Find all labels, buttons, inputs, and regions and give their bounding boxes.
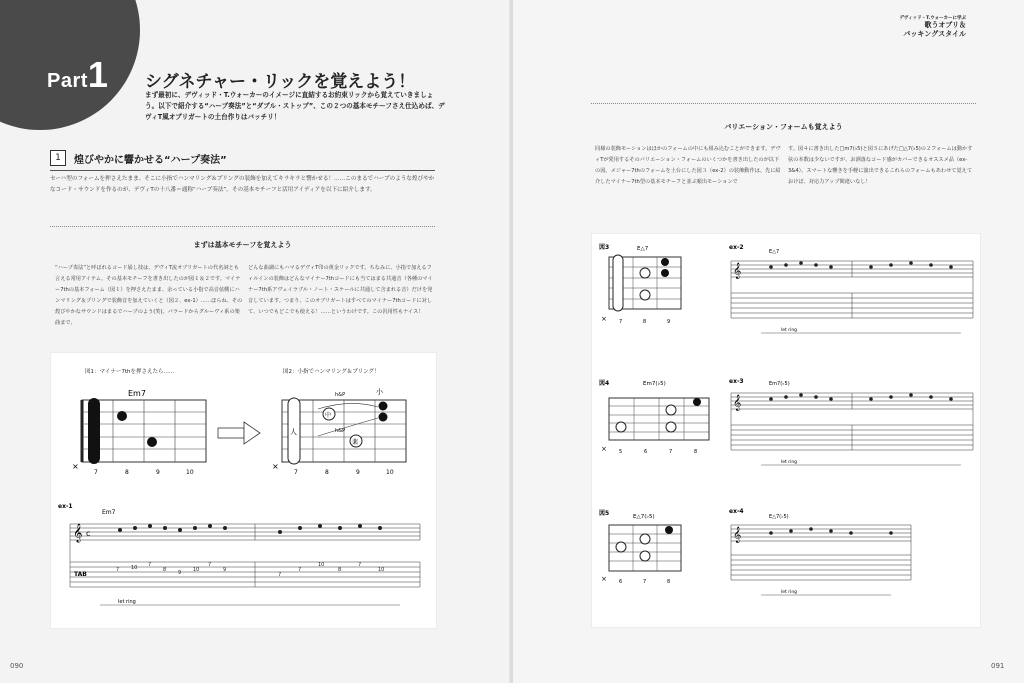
- fret-number: 7: [643, 579, 647, 585]
- svg-text:7: 7: [208, 562, 212, 568]
- hp-label: h&P: [335, 392, 346, 398]
- right-figures-svg: [591, 233, 979, 626]
- svg-text:×: ×: [601, 315, 607, 323]
- section-title: 煌びやかに響かせる“ハープ奏法”: [74, 154, 227, 166]
- svg-text:8: 8: [338, 567, 342, 573]
- barre-mark: [88, 398, 100, 464]
- section-number: 1: [50, 150, 66, 166]
- ex1-label: ex-1: [58, 503, 73, 510]
- ex1-chord: Em7: [102, 509, 116, 516]
- fig4-chord-diagram: [599, 379, 709, 455]
- fret-number: 7: [619, 319, 623, 325]
- ex2-chord: E△7: [769, 249, 780, 255]
- svg-text:9: 9: [178, 570, 182, 576]
- svg-text:9: 9: [223, 567, 227, 573]
- fret-number: 7: [669, 449, 673, 455]
- svg-text:c: c: [86, 529, 91, 538]
- fret-number: 7: [294, 469, 298, 476]
- svg-text:TAB: TAB: [74, 571, 87, 578]
- body-column-1-right: 同様の装飾モーションはほかのフォームの中にも組み込むことができます。デヴィTが愛用するそのバリエーション・フォームのいくつかを書き出したのが以下の図。メジャー7thのフォームを土台にした図３（ex-2）の装飾動作は、先に紹介したマイナー7th型の基本モチーフと並ぶ頻出モーションで: [595, 146, 781, 185]
- fig1-caption: 図1：マイナー7thを押さえたら……: [85, 369, 175, 375]
- fig5-label: 図5: [599, 510, 610, 517]
- finger-dot: [147, 437, 157, 447]
- brand-line-1: 歌うオブリ＆: [924, 21, 966, 29]
- fret-number: 6: [644, 449, 648, 455]
- fig2-caption: 図2：小指でハンマリング＆プリング！: [283, 369, 380, 375]
- let-ring-label: let ring: [118, 599, 136, 605]
- fret-number: 9: [667, 319, 671, 325]
- svg-text:𝄞: 𝄞: [733, 395, 742, 411]
- fret-number: 9: [356, 469, 360, 476]
- svg-text:10: 10: [131, 565, 138, 571]
- brand-line-2: バッキングスタイル: [903, 30, 966, 38]
- ex4-notation: [729, 508, 911, 595]
- part-label: [47, 54, 108, 95]
- hp-label: h&P: [335, 428, 346, 434]
- dotted-divider: [50, 226, 435, 227]
- fig3-label: 図3: [599, 244, 610, 251]
- right-arrow-icon: [218, 422, 260, 444]
- right-page: [513, 0, 1024, 683]
- let-ring-label: let ring: [781, 460, 798, 465]
- series-brand: [899, 15, 966, 39]
- ex4-chord: E△7(♭5): [769, 514, 789, 520]
- fig1-chord-diagram: [72, 389, 206, 476]
- svg-text:7: 7: [298, 567, 302, 573]
- finger-dot: [117, 411, 127, 421]
- ex2-label: ex-2: [729, 244, 744, 251]
- finger-label-middle: 中: [325, 412, 332, 419]
- part-word: Part: [47, 70, 88, 92]
- fig5-chord-diagram: [599, 509, 681, 585]
- fret-number: 8: [694, 449, 698, 455]
- svg-text:8: 8: [163, 567, 167, 573]
- left-page: [0, 0, 511, 683]
- ex4-label: ex-4: [729, 508, 744, 515]
- fret-number: 8: [125, 469, 129, 476]
- fret-number: 10: [386, 469, 394, 476]
- let-ring-label: let ring: [781, 590, 798, 595]
- fig4-label: 図4: [599, 380, 610, 387]
- ex3-chord: Em7(♭5): [769, 381, 790, 387]
- subheading: まずは基本モチーフを覚えよう: [193, 241, 292, 249]
- fret-number: 6: [619, 579, 623, 585]
- svg-text:7: 7: [358, 562, 362, 568]
- page-number-right: 091: [991, 662, 1005, 670]
- svg-text:𝄞: 𝄞: [733, 263, 742, 279]
- svg-text:×: ×: [601, 445, 607, 453]
- fig4-chord-name: Em7(♭5): [643, 381, 666, 387]
- svg-text:𝄞: 𝄞: [73, 523, 83, 542]
- ex1-notation: [58, 503, 420, 605]
- lead-paragraph: まず最初に、デヴィッド・T.ウォーカーのイメージに直結するお約束リックから覚えていきましょう。以下で紹介する“ハープ奏法”と“ダブル・ストップ”、この２つの基本モチーフさえ仕込めば、デヴィT風オブリガートの土台作りはバッチリ！: [145, 91, 445, 121]
- ex3-notation: [729, 378, 973, 465]
- page-number-left: 090: [10, 662, 24, 670]
- dotted-divider: [591, 103, 976, 104]
- fret-number: 8: [325, 469, 329, 476]
- svg-text:7: 7: [116, 567, 120, 573]
- section-rule: [50, 170, 435, 171]
- finger-label-index: 人: [290, 428, 297, 436]
- subheading-right: バリエーション・フォームも覚えよう: [724, 123, 843, 131]
- brand-small: デヴィッド・T.ウォーカーに学ぶ: [899, 16, 966, 21]
- mute-mark: ×: [72, 462, 79, 471]
- mute-mark: ×: [272, 462, 279, 471]
- finger-label-pinky: 小: [376, 388, 383, 396]
- body-column-1: “ハープ奏法”と呼ばれるコード崩し技は、デヴィT流オブリガートの代名詞とも言える常用アイテム。その基本モチーフを書き出したのが図１＆２です。マイナー7thの基本フォーム（図１）を押さえたまま、余っている小指で高音弦側にハンマリング＆プリングで装飾音を加えていくと（図２、ex-1）……ほらね、その煌びやかなサウンドはまるでハープのよう(笑)。バラードからグルーヴィ系の楽曲まで、: [55, 265, 243, 326]
- finger-label-ring: 薬: [352, 439, 359, 446]
- svg-text:7: 7: [148, 562, 152, 568]
- page-title: シグネチャー・リックを覚えよう！: [145, 72, 416, 92]
- svg-text:10: 10: [193, 567, 200, 573]
- svg-text:𝄞: 𝄞: [733, 527, 742, 543]
- section-heading: [50, 150, 227, 166]
- pinky-dot: [379, 413, 388, 422]
- fig3-chord-name: E△7: [637, 246, 649, 252]
- fig5-chord-name: E△7(♭5): [633, 514, 655, 520]
- fig1-chord-name: Em7: [128, 389, 146, 398]
- ex3-label: ex-3: [729, 378, 744, 385]
- svg-text:10: 10: [318, 562, 325, 568]
- body-column-2-right: す。図４に書き出した□m7(♭5)と図５にあげた□△7(♭5)の２フォームは動かす弦の本数は少ないですが、お洒落なコード感がカバーできるオススメ品（ex-3&4）。スマートな響きを手軽に演出できるこれらのフォームもあわせて覚えておけば、対応力アップ間違いなし！: [788, 146, 973, 185]
- let-ring-label: let ring: [781, 328, 798, 333]
- ex2-notation: [729, 244, 973, 333]
- intro-paragraph: セーハ型のフォームを押さえたまま、そこに小指でハンマリング＆プリングの装飾を加えてキラキラと響かせる！……このまるでハープのような煌びやかなコード・サウンドを作るのが、デヴィTの十八番＝通称“ハープ奏法”。その基本モチーフと活用アイディアを以下に紹介します。: [50, 176, 435, 193]
- svg-text:×: ×: [601, 575, 607, 583]
- svg-text:10: 10: [378, 567, 385, 573]
- fret-number: 9: [156, 469, 160, 476]
- fret-number: 8: [667, 579, 671, 585]
- fig2-chord-diagram: [272, 387, 406, 476]
- fret-number: 8: [643, 319, 647, 325]
- svg-text:7: 7: [278, 572, 282, 578]
- fig3-chord-diagram: [599, 243, 681, 325]
- part-number: 1: [87, 54, 108, 95]
- fret-number: 10: [186, 469, 194, 476]
- fret-number: 5: [619, 449, 623, 455]
- body-column-2: どんな曲調にもハマるデヴィT印の黄金リックです。ちなみに、小指で加えるフィルインの装飾はどんなマイナー7thコードにも当てはまる共通音（各種のマイナー7th系アヴェイラブル・ノート・スケールに共通して含まれる音）だけを発音しています。つまり、このオブリガートはすべてのマイナー7thコードに対して、いつでもどこでも使える！……というわけです。この汎用性もナイス！: [248, 265, 433, 315]
- pinky-dot: [379, 402, 388, 411]
- left-figures-svg: [50, 352, 435, 627]
- fret-number: 7: [94, 469, 98, 476]
